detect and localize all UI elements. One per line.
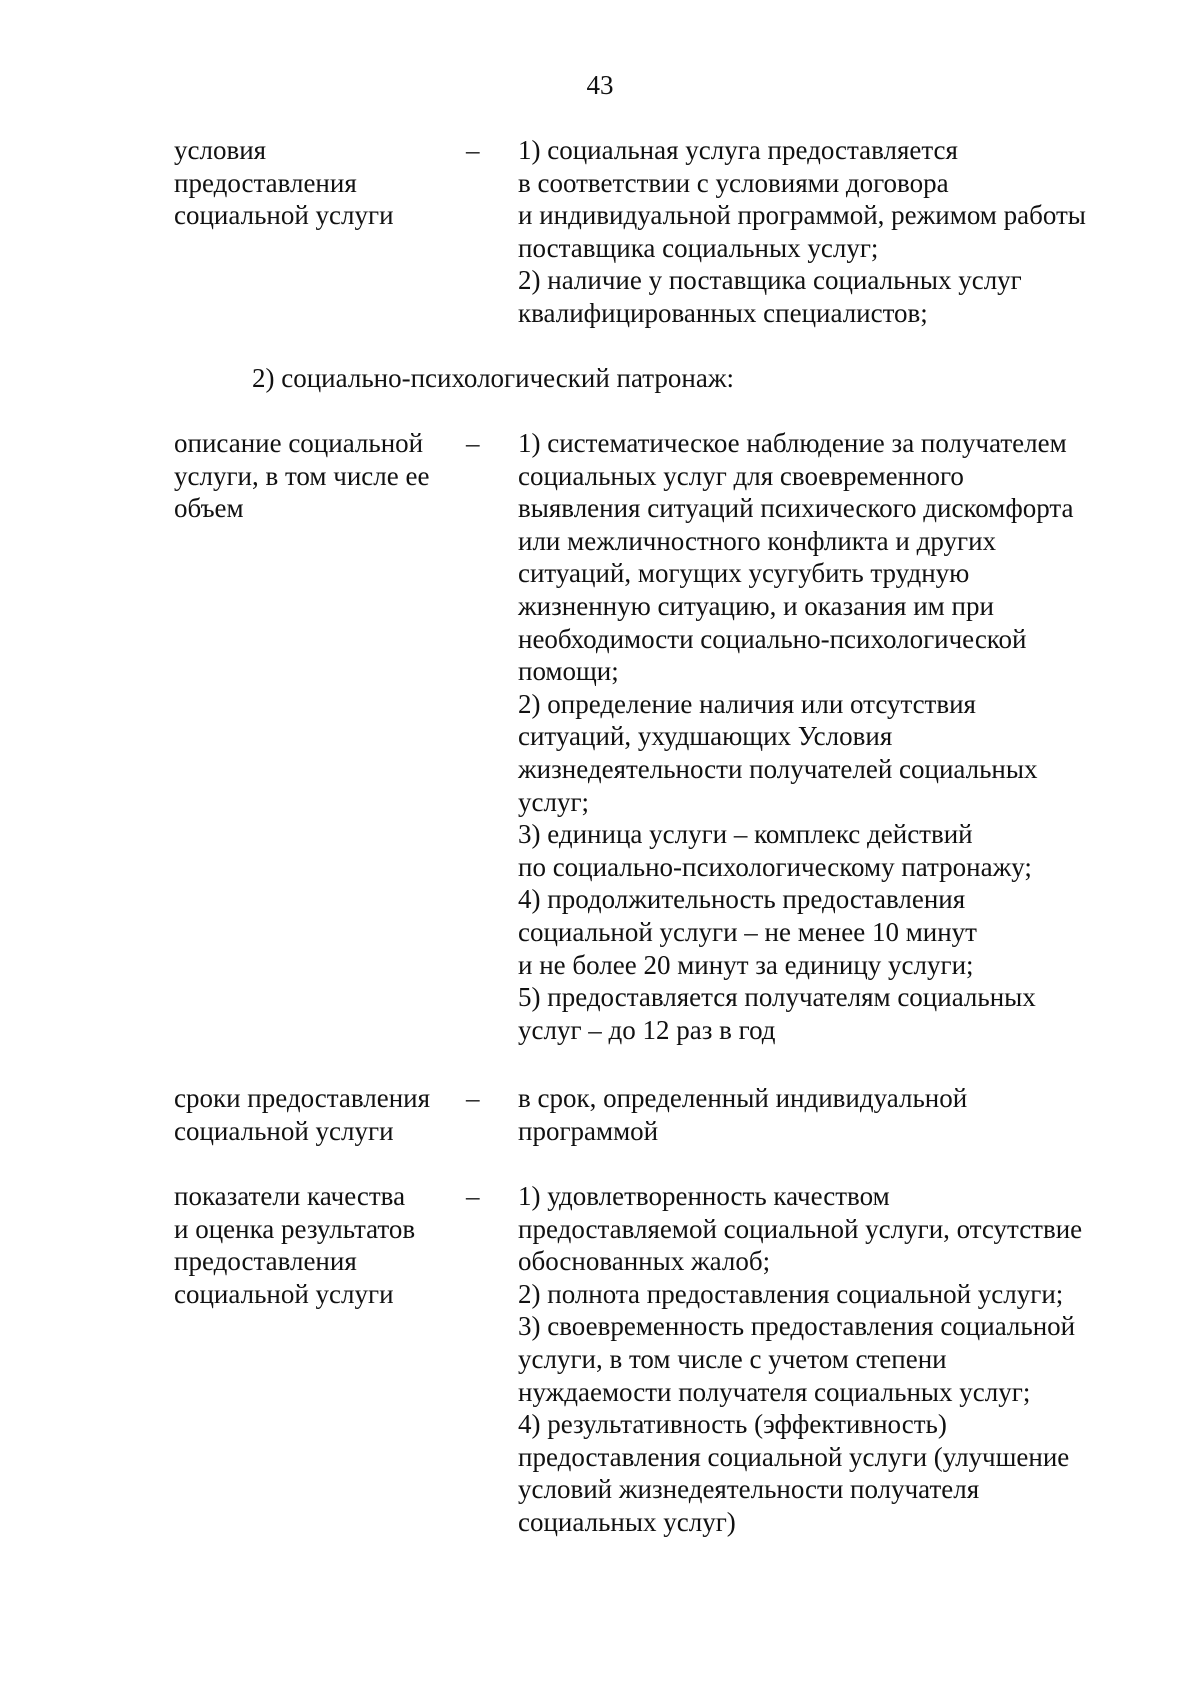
value-line: квалифицированных специалистов; [518,297,928,328]
value-line: 2) полнота предоставления социальной услуги; [518,1278,1064,1309]
label-line: показатели качества [174,1181,406,1211]
value-line: социальной услуги – не менее 10 минут [518,916,977,947]
label-line: социальной услуги [174,1115,394,1146]
value-line: обоснованных жалоб; [518,1246,771,1277]
label-line: объем [174,493,244,524]
label-line: и оценка результатов [174,1213,416,1244]
dash: – [466,1083,480,1113]
dash: – [466,428,480,458]
value-line: ситуаций, ухудшающих Условия [518,721,893,752]
value-line: 1) систематическое наблюдение за получателем [518,428,1067,458]
dash: – [466,135,480,165]
description-value [518,427,1168,1046]
value-line: 2) определение наличия или отсутствия [518,688,976,719]
value-line: по социально-психологическому патронажу; [518,851,1032,882]
value-line: социальных услуг для своевременного [518,460,964,491]
description-label [174,427,464,525]
conditions-value [518,134,1168,330]
label-line: описание социальной [174,428,424,458]
value-line: предоставляемой социальной услуги, отсутствие [518,1213,1083,1244]
value-line: необходимости социально-психологической [518,623,1027,654]
label-line: социальной услуги [174,1278,394,1309]
page-number: 43 [586,70,614,100]
value-line: жизненную ситуацию, и оказания им при [518,590,994,621]
value-line: или межличностного конфликта и других [518,525,997,556]
value-line: условий жизнедеятельности получателя [518,1474,980,1505]
dash-separator [466,1180,496,1213]
dash-separator [466,134,496,167]
value-line: социальных услуг) [518,1506,736,1537]
label-line: предоставления [174,1246,357,1277]
label-line: предоставления [174,167,357,198]
value-line: жизнедеятельности получателей социальных [518,753,1038,784]
conditions-label [174,134,464,232]
value-line: ситуаций, могущих усугубить трудную [518,558,970,589]
value-line: услуг; [518,786,590,817]
value-line: 3) единица услуги – комплекс действий [518,819,973,850]
quality-value [518,1180,1168,1539]
dash: – [466,1181,480,1211]
value-line: в соответствии с условиями договора [518,167,949,198]
value-line: 2) наличие у поставщика социальных услуг [518,265,1022,296]
value-line: выявления ситуаций психического дискомфорта [518,493,1074,524]
label-line: услуги, в том числе ее [174,460,430,491]
dash-separator [466,1082,496,1115]
value-line: 4) результативность (эффективность) [518,1409,947,1440]
value-line: 1) удовлетворенность качеством [518,1181,890,1211]
terms-label [174,1082,464,1147]
terms-value [518,1082,1168,1147]
value-line: предоставления социальной услуги (улучшение [518,1441,1070,1472]
quality-label [174,1180,464,1310]
value-line: программой [518,1115,659,1146]
value-line: 1) социальная услуга предоставляется [518,135,958,165]
label-line: условия [174,135,267,165]
label-line: сроки предоставления [174,1083,431,1113]
value-line: и не более 20 минут за единицу услуги; [518,949,974,980]
section-heading: 2) социально-психологический патронаж: [252,363,735,393]
value-line: помощи; [518,656,619,687]
value-line: поставщика социальных услуг; [518,232,879,263]
value-line: 3) своевременность предоставления социальной [518,1311,1076,1342]
value-line: 4) продолжительность предоставления [518,884,966,915]
value-line: услуг – до 12 раз в год [518,1014,776,1045]
value-line: 5) предоставляется получателям социальных [518,982,1036,1013]
label-line: социальной услуги [174,200,394,231]
value-line: услуги, в том числе с учетом степени [518,1343,947,1374]
value-line: нуждаемости получателя социальных услуг; [518,1376,1031,1407]
dash-separator [466,427,496,460]
value-line: и индивидуальной программой, режимом работы [518,200,1086,231]
value-line: в срок, определенный индивидуальной [518,1083,968,1113]
